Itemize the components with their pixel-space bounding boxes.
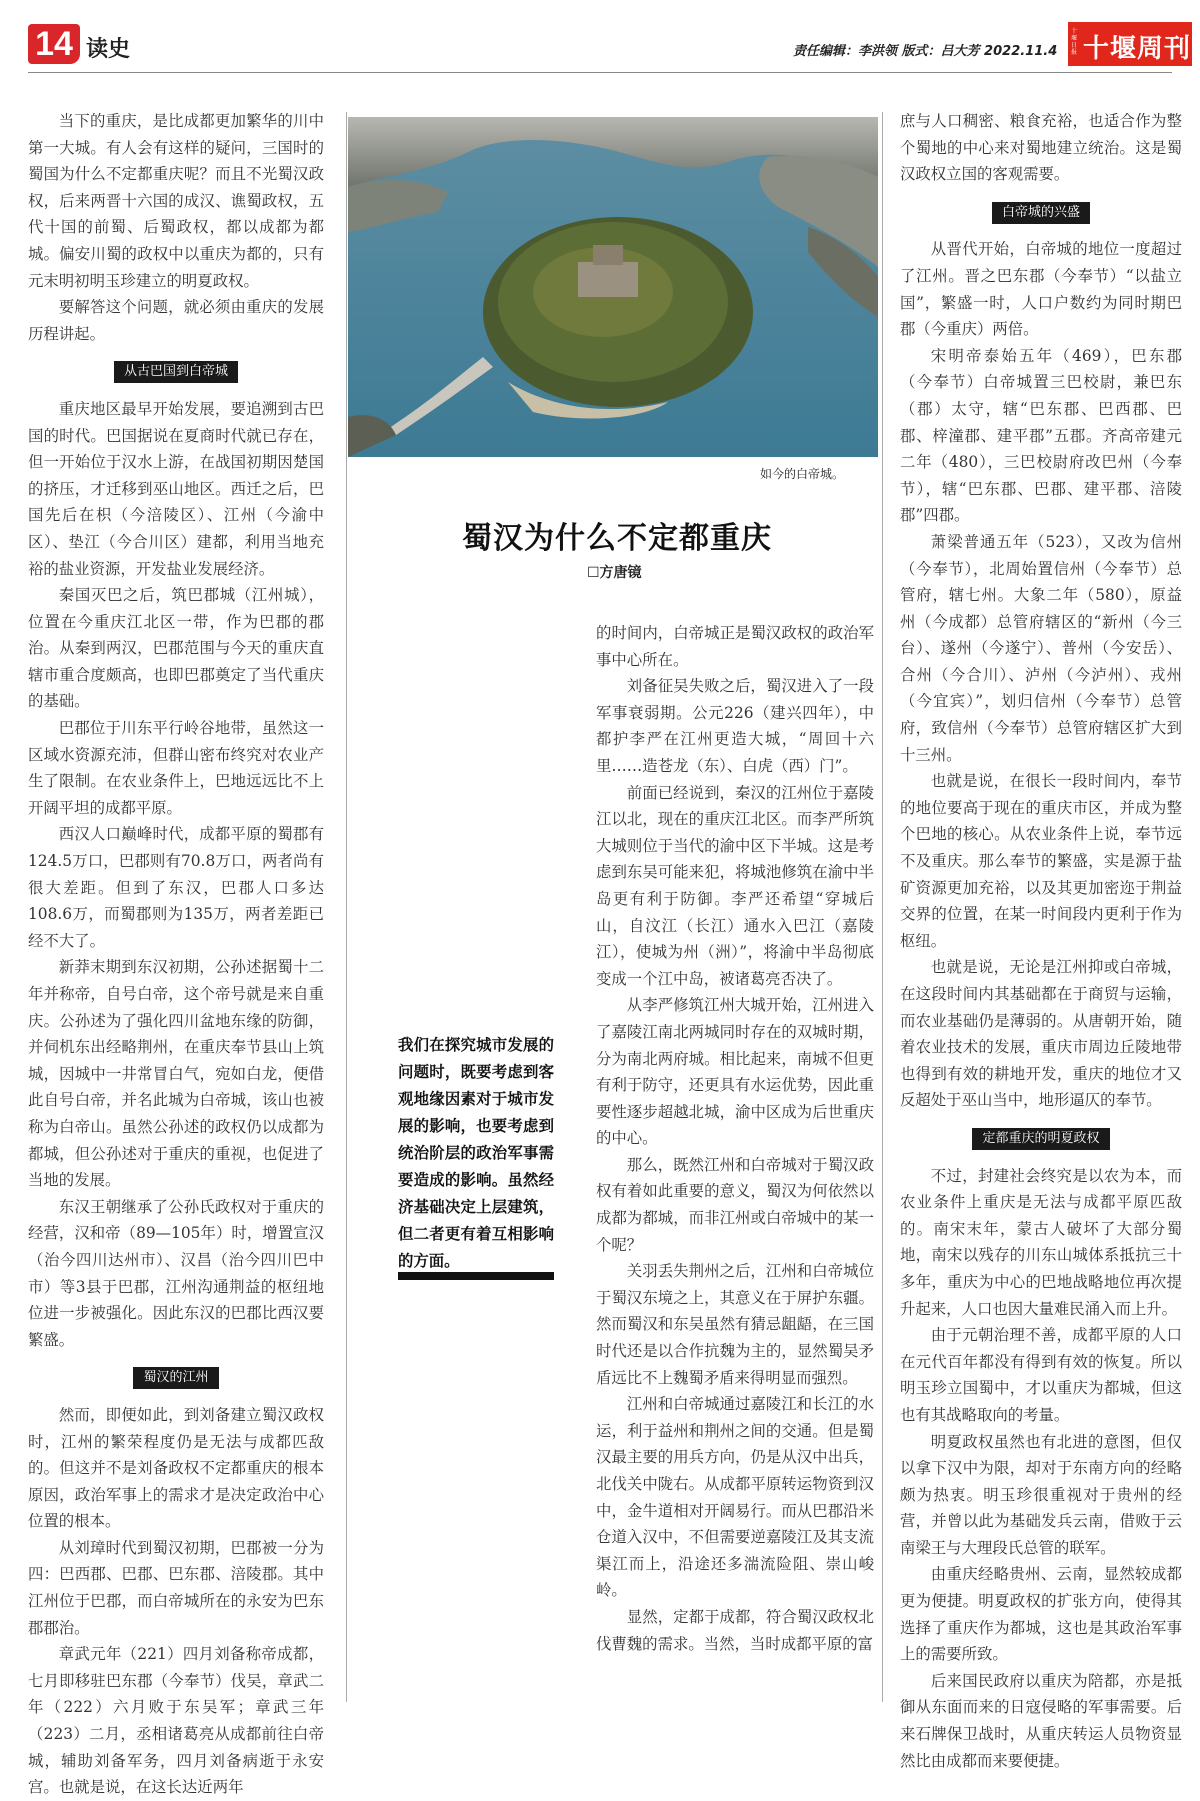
- header-divider: [28, 72, 1172, 73]
- paragraph: 的时间内，白帝城正是蜀汉政权的政治军事中心所在。: [596, 624, 874, 669]
- subheading: [900, 198, 1182, 225]
- masthead-title: 十堰周刊: [1083, 34, 1192, 64]
- masthead-logo: [1068, 22, 1192, 66]
- section-name: 读史: [86, 37, 131, 62]
- paragraph: 也就是说，在很长一段时间内，奉节的地位要高于现在的重庆市区，并成为整个巴地的核心。从农业条件上说，奉节远不及重庆。那么奉节的繁盛，实是源于盐矿资源更加充裕，以及其更加密迩于荆益交界的位置，在某一时间段内更利于作为枢纽。: [900, 772, 1182, 950]
- subheading: [28, 1363, 324, 1390]
- page-header: [28, 22, 1192, 68]
- article-photo: [348, 117, 878, 457]
- paragraph: 由于元朝治理不善，成都平原的人口在元代百年都没有得到有效的恢复。所以明玉珍立国蜀中，才以重庆为都城，但这也有其战略取向的考量。: [900, 1326, 1182, 1424]
- pull-quote: 我们在探究城市发展的问题时，既要考虑到客观地缘因素对于城市发展的影响，也要考虑到统治阶层的政治军事需要造成的影响。虽然经济基础决定上层建筑，但二者更有着互相影响的方面。: [398, 1036, 554, 1270]
- paragraph: 也就是说，无论是江州抑或白帝城，在这段时间内其基础都在于商贸与运输，而农业基础仍是薄弱的。从唐朝开始，随着农业技术的发展，重庆市周边丘陵地带也得到有效的耕地开发，重庆的地位才又反超处于巫山当中，地形逼仄的奉节。: [900, 958, 1182, 1110]
- subheading-label: 蜀汉的江州: [133, 1367, 218, 1389]
- paragraph: 章武元年（221）四月刘备称帝成都，七月即移驻巴东郡（今奉节）伐吴，章武二年（222）六月败于东吴军；章武三年（223）二月，丞相诸葛亮从成都前往白帝城，辅助刘备军务，四月刘备病逝于永安宫。也就是说，在这长达近两年: [28, 1645, 324, 1797]
- paragraph: 明夏政权虽然也有北进的意图，但仅以拿下汉中为限，却对于东南方向的经略颇为热衷。明玉珍很重视对于贵州的经营，并曾以此为基础发兵云南，借败于云南梁王与大理段氏总管的联军。: [900, 1432, 1182, 1557]
- subheading-label: 白帝城的兴盛: [992, 202, 1090, 224]
- paragraph: 庶与人口稠密、粮食充裕，也适合作为整个蜀地的中心来对蜀地建立统治。这是蜀汉政权立国的客观需要。: [900, 112, 1182, 184]
- paragraph: 西汉人口巅峰时代，成都平原的蜀郡有124.5万口，巴郡则有70.8万口，两者尚有很大差距。但到了东汉，巴郡人口多达108.6万，而蜀郡则为135万，两者差距已经不大了。: [28, 825, 324, 950]
- photo-caption: 如今的白帝城。: [760, 467, 845, 481]
- article-byline: ☐方唐镜: [587, 565, 642, 581]
- column-divider: [882, 112, 883, 1702]
- paragraph: 当下的重庆，是比成都更加繁华的川中第一大城。有人会有这样的疑问，三国时的蜀国为什么不定都重庆呢？而且不光蜀汉政权，后来两晋十六国的成汉、谯蜀政权，五代十国的前蜀、后蜀政权，都以成都为都城。偏安川蜀的政权中以重庆为都的，只有元末明初明玉珍建立的明夏政权。: [28, 112, 324, 290]
- paragraph: 然而，即便如此，到刘备建立蜀汉政权时，江州的繁荣程度仍是无法与成都匹敌的。但这并不是刘备政权不定都重庆的根本原因，政治军事上的需求才是决定政治中心位置的根本。: [28, 1405, 324, 1531]
- article-headline: 蜀汉为什么不定都重庆: [462, 521, 772, 556]
- article-column-3: [596, 620, 874, 1657]
- paragraph: 显然，定都于成都，符合蜀汉政权北伐曹魏的需求。当然，当时成都平原的富: [596, 1607, 874, 1653]
- masthead-side-text: 十堰日报: [1071, 28, 1078, 56]
- paragraph: 新莽末期到东汉初期，公孙述据蜀十二年并称帝，自号白帝，这个帝号就是来自重庆。公孙述为了强化四川盆地东缘的防御，并伺机东出经略荆州，在重庆奉节县山上筑城，因城中一井常冒白气，宛如白龙，便借此自号白帝，并名此城为白帝城，该山也被称为白帝山。虽然公孙述的政权仍以成都为都城，但公孙述对于重庆的重视，也促进了当地的发展。: [28, 958, 324, 1190]
- paragraph: 江州和白帝城通过嘉陵江和长江的水运，利于益州和荆州之间的交通。但是蜀汉最主要的用兵方向，仍是从汉中出兵，北伐关中陇右。从成都平原转运物资到汉中，金牛道相对开阔易行。而从巴郡沿米仓道入汉中，不但需要逆嘉陵江及其支流渠江而上，沿途还多湍流险阻、崇山峻岭。: [596, 1395, 874, 1600]
- subheading-label: 定都重庆的明夏政权: [972, 1128, 1109, 1150]
- article-column-1: [28, 108, 324, 1801]
- subheading-label: 从古巴国到白帝城: [114, 361, 238, 383]
- editor-credits: 责任编辑：李洪领 版式：吕大芳 2022.11.4: [793, 44, 1058, 59]
- paragraph: 巴郡位于川东平行岭谷地带，虽然这一区域水资源充沛，但群山密布终究对农业产生了限制。在农业条件上，巴地远远比不上开阔平坦的成都平原。: [28, 719, 324, 817]
- subheading: [900, 1124, 1182, 1151]
- column-divider: [346, 112, 347, 1702]
- paragraph: 刘备征吴失败之后，蜀汉进入了一段军事衰弱期。公元226（建兴四年），中都护李严在江州更造大城，“周回十六里……造苍龙（东）、白虎（西）门”。: [596, 677, 874, 775]
- paragraph: 重庆地区最早开始发展，要追溯到古巴国的时代。巴国据说在夏商时代就已存在，但一开始位于汉水上游，在战国初期因楚国的挤压，才迁移到巫山地区。西迁之后，巴国先后在枳（今涪陵区）、江州（今渝中区）、垫江（今合川区）建都，利用当地充裕的盐业资源，开发盐业发展经济。: [28, 399, 324, 578]
- paragraph: 那么，既然江州和白帝城对于蜀汉政权有着如此重要的意义，蜀汉为何依然以成都为都城，而非江州或白帝城中的某一个呢？: [596, 1155, 874, 1254]
- paragraph: 秦国灭巴之后，筑巴郡城（江州城），位置在今重庆江北区一带，作为巴郡的郡治。从秦到两汉，巴郡范围与今天的重庆直辖市重合度颇高，也即巴郡奠定了当代重庆的基础。: [28, 586, 324, 711]
- paragraph: 从刘璋时代到蜀汉初期，巴郡被一分为四：巴西郡、巴郡、巴东郡、涪陵郡。其中江州位于巴郡，而白帝城所在的永安为巴东郡郡治。: [28, 1538, 324, 1637]
- paragraph: 由重庆经略贵州、云南，显然较成都更为便捷。明夏政权的扩张方向，使得其选择了重庆作为都城，这也是其政治军事上的需要所致。: [900, 1565, 1182, 1664]
- paragraph: 关羽丢失荆州之后，江州和白帝城位于蜀汉东境之上，其意义在于屏护东疆。然而蜀汉和东吴虽然有猜忌龃龉，在三国时代还是以合作抗魏为主的，显然蜀吴矛盾远比不上魏蜀矛盾来得明显而强烈。: [596, 1262, 874, 1387]
- paragraph: 前面已经说到，秦汉的江州位于嘉陵江以北，现在的重庆江北区。而李严所筑大城则位于当代的渝中区下半城。这是考虑到东吴可能来犯，将城池修筑在渝中半岛更有利于防御。李严还希望“穿城后山，自汶江（长江）通水入巴江（嘉陵江），使城为州（洲）”，将渝中半岛彻底变成一个江中岛，被诸葛亮否决了。: [596, 783, 874, 988]
- paragraph: 东汉王朝继承了公孙氏政权对于重庆的经营，汉和帝（89—105年）时，增置宣汉（治今四川达州市）、汉昌（治今四川巴中市）等3县于巴郡，江州沟通荆益的枢纽地位进一步被强化。因此东汉的巴郡比西汉要繁盛。: [28, 1197, 324, 1349]
- paragraph: 萧梁普通五年（523），又改为信州（今奉节），北周始置信州（今奉节）总管府，辖七州。大象二年（580），原益州（今成都）总管府辖区的“新州（今三台）、遂州（今遂宁）、普州（今安岳）、合州（今合川）、泸州（今泸州）、戎州（今宜宾）”，划归信州（今奉节）总管府，致信州（今奉节）总管府辖区扩大到十三州。: [900, 532, 1182, 764]
- paragraph: 宋明帝泰始五年（469），巴东郡（今奉节）白帝城置三巴校尉，兼巴东（郡）太守，辖“巴东郡、巴西郡、巴郡、梓潼郡、建平郡”五郡。齐高帝建元二年（480），三巴校尉府改巴州（今奉节），辖“巴东郡、巴郡、建平郡、涪陵郡”四郡。: [900, 346, 1182, 525]
- page-number: 14: [28, 24, 80, 64]
- paragraph: 从李严修筑江州大城开始，江州进入了嘉陵江南北两城同时存在的双城时期，分为南北两府城。相比起来，南城不但更有利于防守，还更具有水运优势，因此重要性逐步超越北城，渝中区成为后世重庆的中心。: [596, 996, 874, 1148]
- paragraph: 从晋代开始，白帝城的地位一度超过了江州。晋之巴东郡（今奉节）“以盐立国”，繁盛一时，人口户数约为同时期巴郡（今重庆）两倍。: [900, 240, 1182, 339]
- article-column-4: [900, 108, 1182, 1774]
- baidi-city-aerial-image: [348, 117, 878, 457]
- paragraph: 要解答这个问题，就必须由重庆的发展历程讲起。: [28, 298, 324, 343]
- subheading: [28, 357, 324, 384]
- paragraph: 不过，封建社会终究是以农为本，而农业条件上重庆是无法与成都平原匹敌的。南宋末年，蒙古人破坏了大部分蜀地，南宋以残存的川东山城体系抵抗三十多年，重庆为中心的巴地战略地位再次提升起来，人口也因大量难民涌入而上升。: [900, 1166, 1182, 1318]
- pull-quote-bar: [398, 1272, 554, 1280]
- paragraph: 后来国民政府以重庆为陪都，亦是抵御从东面而来的日寇侵略的军事需要。后来石牌保卫战时，从重庆转运人员物资显然比由成都而来要便捷。: [900, 1671, 1182, 1770]
